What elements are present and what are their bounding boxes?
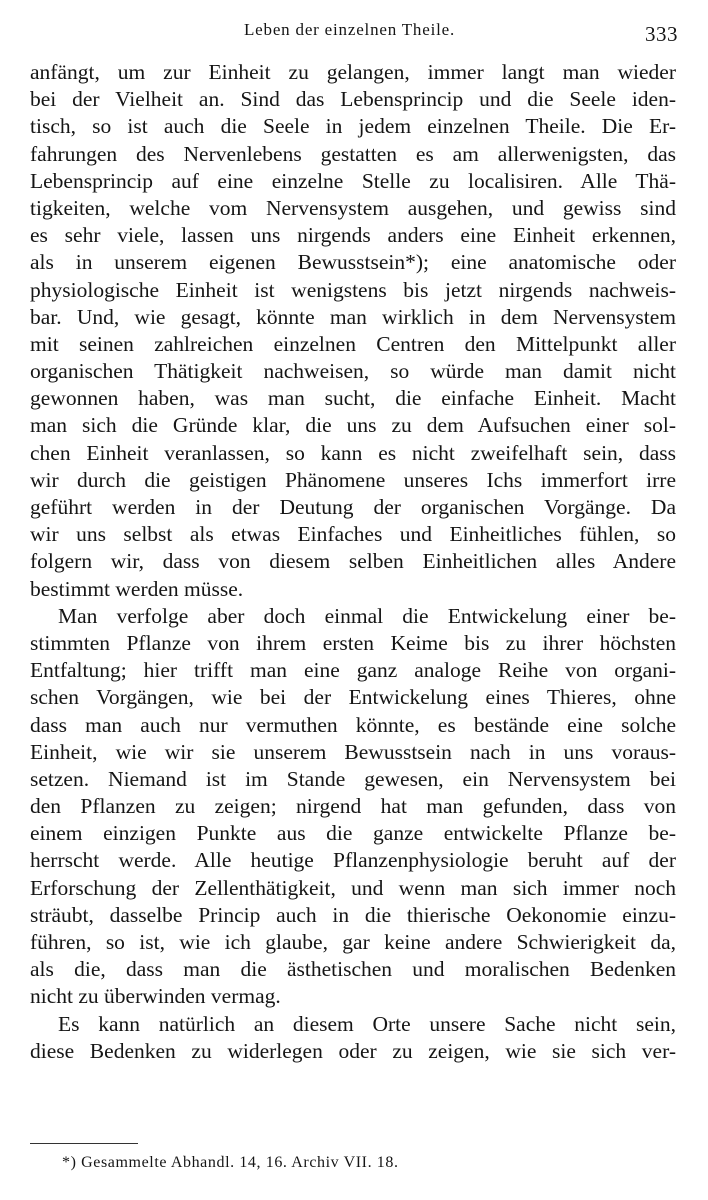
text-line: sträubt, dasselbe Princip auch in die thierische Oekonomie einzu-	[30, 902, 676, 927]
text-line: als die, dass man die ästhetischen und moralischen Bedenken	[30, 957, 676, 982]
page-number: 333	[645, 22, 678, 46]
footnote-rule	[30, 1143, 138, 1144]
text-line: mit seinen zahlreichen einzelnen Centren den Mittelpunkt aller	[30, 331, 676, 356]
text-line: tisch, so ist auch die Seele in jedem einzelnen Theile. Die Er-	[30, 114, 676, 139]
text-line: schen Vorgängen, wie bei der Entwickelung eines Thieres, ohne	[30, 685, 676, 710]
text-line: einem einzigen Punkte aus die ganze entwickelte Pflanze be-	[30, 821, 676, 846]
text-line: gewonnen haben, was man sucht, die einfache Einheit. Macht	[30, 386, 676, 411]
text-line: fahrungen des Nervenlebens gestatten es am allerwenigsten, das	[30, 141, 676, 166]
text-line: es sehr viele, lassen uns nirgends anders eine Einheit erkennen,	[30, 223, 676, 248]
paragraph-first-line: Man verfolge aber doch einmal die Entwickelung einer be-	[58, 603, 676, 628]
paragraph-last-line: nicht zu überwinden vermag.	[30, 984, 281, 1009]
paragraph-last-line: bestimmt werden müsse.	[30, 576, 244, 601]
text-line: geführt werden in der Deutung der organischen Vorgänge. Da	[30, 495, 676, 519]
text-line: den Pflanzen zu zeigen; nirgend hat man gefunden, dass von	[30, 794, 676, 819]
text-line: folgern wir, dass von diesem selben Einheitlichen alles Andere	[30, 549, 676, 574]
text-line: chen Einheit veranlassen, so kann es nicht zweifelhaft sein, dass	[30, 440, 676, 465]
text-line: tigkeiten, welche vom Nervensystem ausgehen, und gewiss sind	[30, 195, 676, 220]
text-line: Lebensprincip auf eine einzelne Stelle zu localisiren. Alle Thä-	[30, 168, 676, 193]
text-line: führen, so ist, wie ich glaube, gar keine andere Schwierigkeit da,	[30, 930, 676, 954]
text-line: herrscht werde. Alle heutige Pflanzenphysiologie beruht auf der	[30, 848, 676, 873]
text-line: Entfaltung; hier trifft man eine ganz analoge Reihe von organi-	[30, 658, 676, 683]
text-line: physiologische Einheit ist wenigstens bis jetzt nirgends nachweis-	[30, 277, 676, 302]
text-line: dass man auch nur vermuthen könnte, es bestände eine solche	[30, 712, 676, 737]
text-line: als in unserem eigenen Bewusstsein*); eine anatomische oder	[30, 250, 676, 275]
paragraph-first-line: Es kann natürlich an diesem Orte unsere Sache nicht sein,	[58, 1011, 676, 1036]
page-header	[0, 18, 708, 48]
text-line: anfängt, um zur Einheit zu gelangen, immer langt man wieder	[30, 60, 676, 84]
text-line: Erforschung der Zellenthätigkeit, und wenn man sich immer noch	[30, 875, 676, 900]
text-line: wir uns selbst als etwas Einfaches und Einheitliches fühlen, so	[30, 522, 676, 547]
text-line: diese Bedenken zu widerlegen oder zu zeigen, wie sie sich ver-	[30, 1038, 676, 1063]
footnote: *) Gesammelte Abhandl. 14, 16. Archiv VII. 18.	[62, 1154, 399, 1171]
text-line: bei der Vielheit an. Sind das Lebensprincip und die Seele iden-	[30, 87, 676, 112]
main-text	[30, 59, 676, 1065]
text-line: Einheit, wie wir sie unserem Bewusstsein nach in uns voraus-	[30, 739, 676, 764]
text-line: wir durch die geistigen Phänomene unseres Ichs immerfort irre	[30, 467, 676, 492]
text-line: setzen. Niemand ist im Stande gewesen, ein Nervensystem bei	[30, 766, 676, 791]
running-title: Leben der einzelnen Theile.	[244, 20, 456, 39]
text-line: stimmten Pflanze von ihrem ersten Keime bis zu ihrer höchsten	[30, 630, 676, 655]
text-line: man sich die Gründe klar, die uns zu dem Aufsuchen einer sol-	[30, 413, 676, 438]
text-line: organischen Thätigkeit nachweisen, so würde man damit nicht	[30, 359, 676, 384]
text-line: bar. Und, wie gesagt, könnte man wirklich in dem Nervensystem	[30, 304, 676, 329]
